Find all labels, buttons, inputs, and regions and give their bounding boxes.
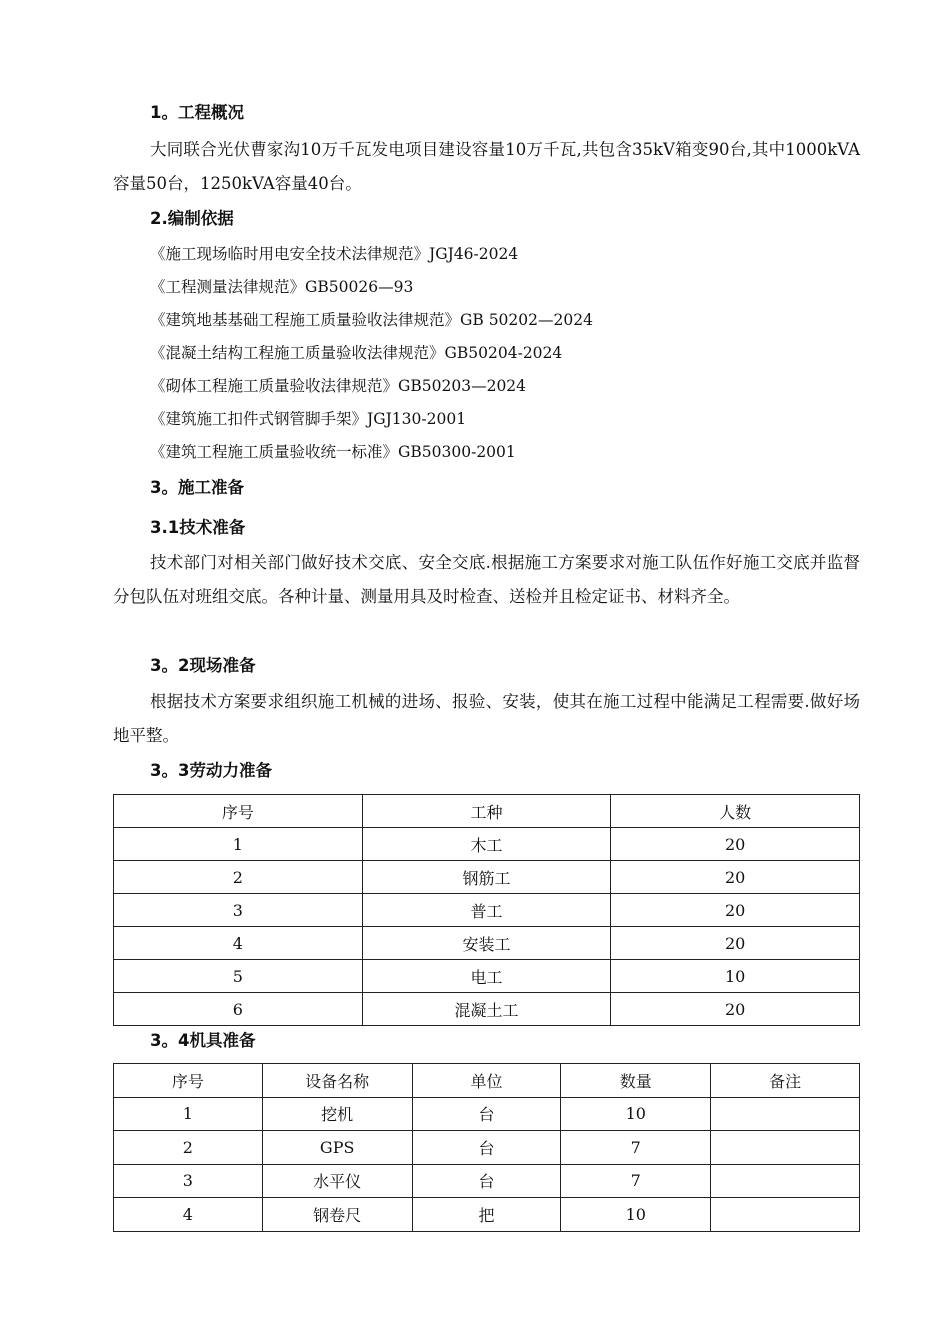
table-cell: 20 <box>611 861 860 894</box>
section-3-2-text: 根据技术方案要求组织施工机械的进场、报验、安装，使其在施工过程中能满足工程需要.做好场地平整。 <box>113 692 860 745</box>
table-header-row <box>114 1064 860 1098</box>
header-cell: 备注 <box>711 1064 860 1098</box>
table-cell: 20 <box>611 828 860 861</box>
table-cell: 台 <box>412 1164 561 1198</box>
header-cell: 人数 <box>611 795 860 828</box>
table-cell: 10 <box>611 960 860 993</box>
table-row <box>114 894 860 927</box>
table-cell: 20 <box>611 993 860 1026</box>
machine-table <box>113 1063 860 1232</box>
table-cell: 10 <box>561 1097 711 1131</box>
header-cell: 序号 <box>114 795 363 828</box>
table-row <box>114 1198 860 1232</box>
table-row <box>114 960 860 993</box>
table-cell: 3 <box>114 894 363 927</box>
table-row <box>114 1131 860 1165</box>
table-cell: 把 <box>412 1198 561 1232</box>
table-cell: 4 <box>114 1198 263 1232</box>
reference-item: 《混凝土结构工程施工质量验收法律规范》GB50204-2024 <box>150 344 563 362</box>
table-cell <box>711 1198 860 1232</box>
table-cell: 水平仪 <box>262 1164 412 1198</box>
table-cell: GPS <box>262 1131 412 1165</box>
table-cell: 5 <box>114 960 363 993</box>
table-cell: 20 <box>611 927 860 960</box>
table-cell: 电工 <box>362 960 611 993</box>
table-cell: 1 <box>114 828 363 861</box>
table-row <box>114 861 860 894</box>
reference-item: 《施工现场临时用电安全技术法律规范》JGJ46-2024 <box>150 245 519 263</box>
table-cell: 1 <box>114 1097 263 1131</box>
table-cell: 2 <box>114 861 363 894</box>
reference-item: 《建筑工程施工质量验收统一标准》GB50300-2001 <box>150 443 516 461</box>
table-cell: 安装工 <box>362 927 611 960</box>
table-cell: 10 <box>561 1198 711 1232</box>
table-row <box>114 1097 860 1131</box>
table-cell <box>711 1131 860 1165</box>
section-3-2-title: 3。2现场准备 <box>150 656 256 675</box>
section-3-1-title: 3.1技术准备 <box>150 518 246 537</box>
table-cell: 混凝土工 <box>362 993 611 1026</box>
reference-item: 《建筑施工扣件式钢管脚手架》JGJ130-2001 <box>150 410 467 428</box>
section-3-3-title: 3。3劳动力准备 <box>150 761 272 780</box>
table-cell: 20 <box>611 894 860 927</box>
table-cell: 6 <box>114 993 363 1026</box>
header-cell: 工种 <box>362 795 611 828</box>
table-cell: 台 <box>412 1131 561 1165</box>
table-cell <box>711 1097 860 1131</box>
table-header-row <box>114 795 860 828</box>
header-cell: 单位 <box>412 1064 561 1098</box>
table-row <box>114 927 860 960</box>
table-cell: 钢卷尺 <box>262 1198 412 1232</box>
table-cell: 7 <box>561 1131 711 1165</box>
reference-item: 《砌体工程施工质量验收法律规范》GB50203—2024 <box>150 377 527 395</box>
section-2-title: 2.编制依据 <box>150 209 234 228</box>
table-cell <box>711 1164 860 1198</box>
header-cell: 数量 <box>561 1064 711 1098</box>
table-row <box>114 828 860 861</box>
table-cell: 台 <box>412 1097 561 1131</box>
section-3-4-title: 3。4机具准备 <box>150 1031 256 1050</box>
section-3-1-text: 技术部门对相关部门做好技术交底、安全交底.根据施工方案要求对施工队伍作好施工交底并监督分包队伍对班组交底。各种计量、测量用具及时检查、送检并且检定证书、材料齐全。 <box>113 553 860 606</box>
table-cell: 7 <box>561 1164 711 1198</box>
header-cell: 设备名称 <box>262 1064 412 1098</box>
table-row <box>114 1164 860 1198</box>
table-cell: 2 <box>114 1131 263 1165</box>
reference-item: 《工程测量法律规范》GB50026—93 <box>150 278 414 296</box>
table-cell: 4 <box>114 927 363 960</box>
header-cell: 序号 <box>114 1064 263 1098</box>
section-1-title: 1。工程概况 <box>150 103 244 122</box>
table-cell: 挖机 <box>262 1097 412 1131</box>
table-cell: 普工 <box>362 894 611 927</box>
table-cell: 3 <box>114 1164 263 1198</box>
table-cell: 木工 <box>362 828 611 861</box>
table-row <box>114 993 860 1026</box>
table-cell: 钢筋工 <box>362 861 611 894</box>
reference-item: 《建筑地基基础工程施工质量验收法律规范》GB 50202—2024 <box>150 311 593 329</box>
labor-table <box>113 794 860 1026</box>
section-3-title: 3。施工准备 <box>150 478 244 497</box>
section-1-text: 大同联合光伏曹家沟10万千瓦发电项目建设容量10万千瓦,共包含35kV箱变90台,其中1000kVA容量50台，1250kVA容量40台。 <box>113 140 860 193</box>
